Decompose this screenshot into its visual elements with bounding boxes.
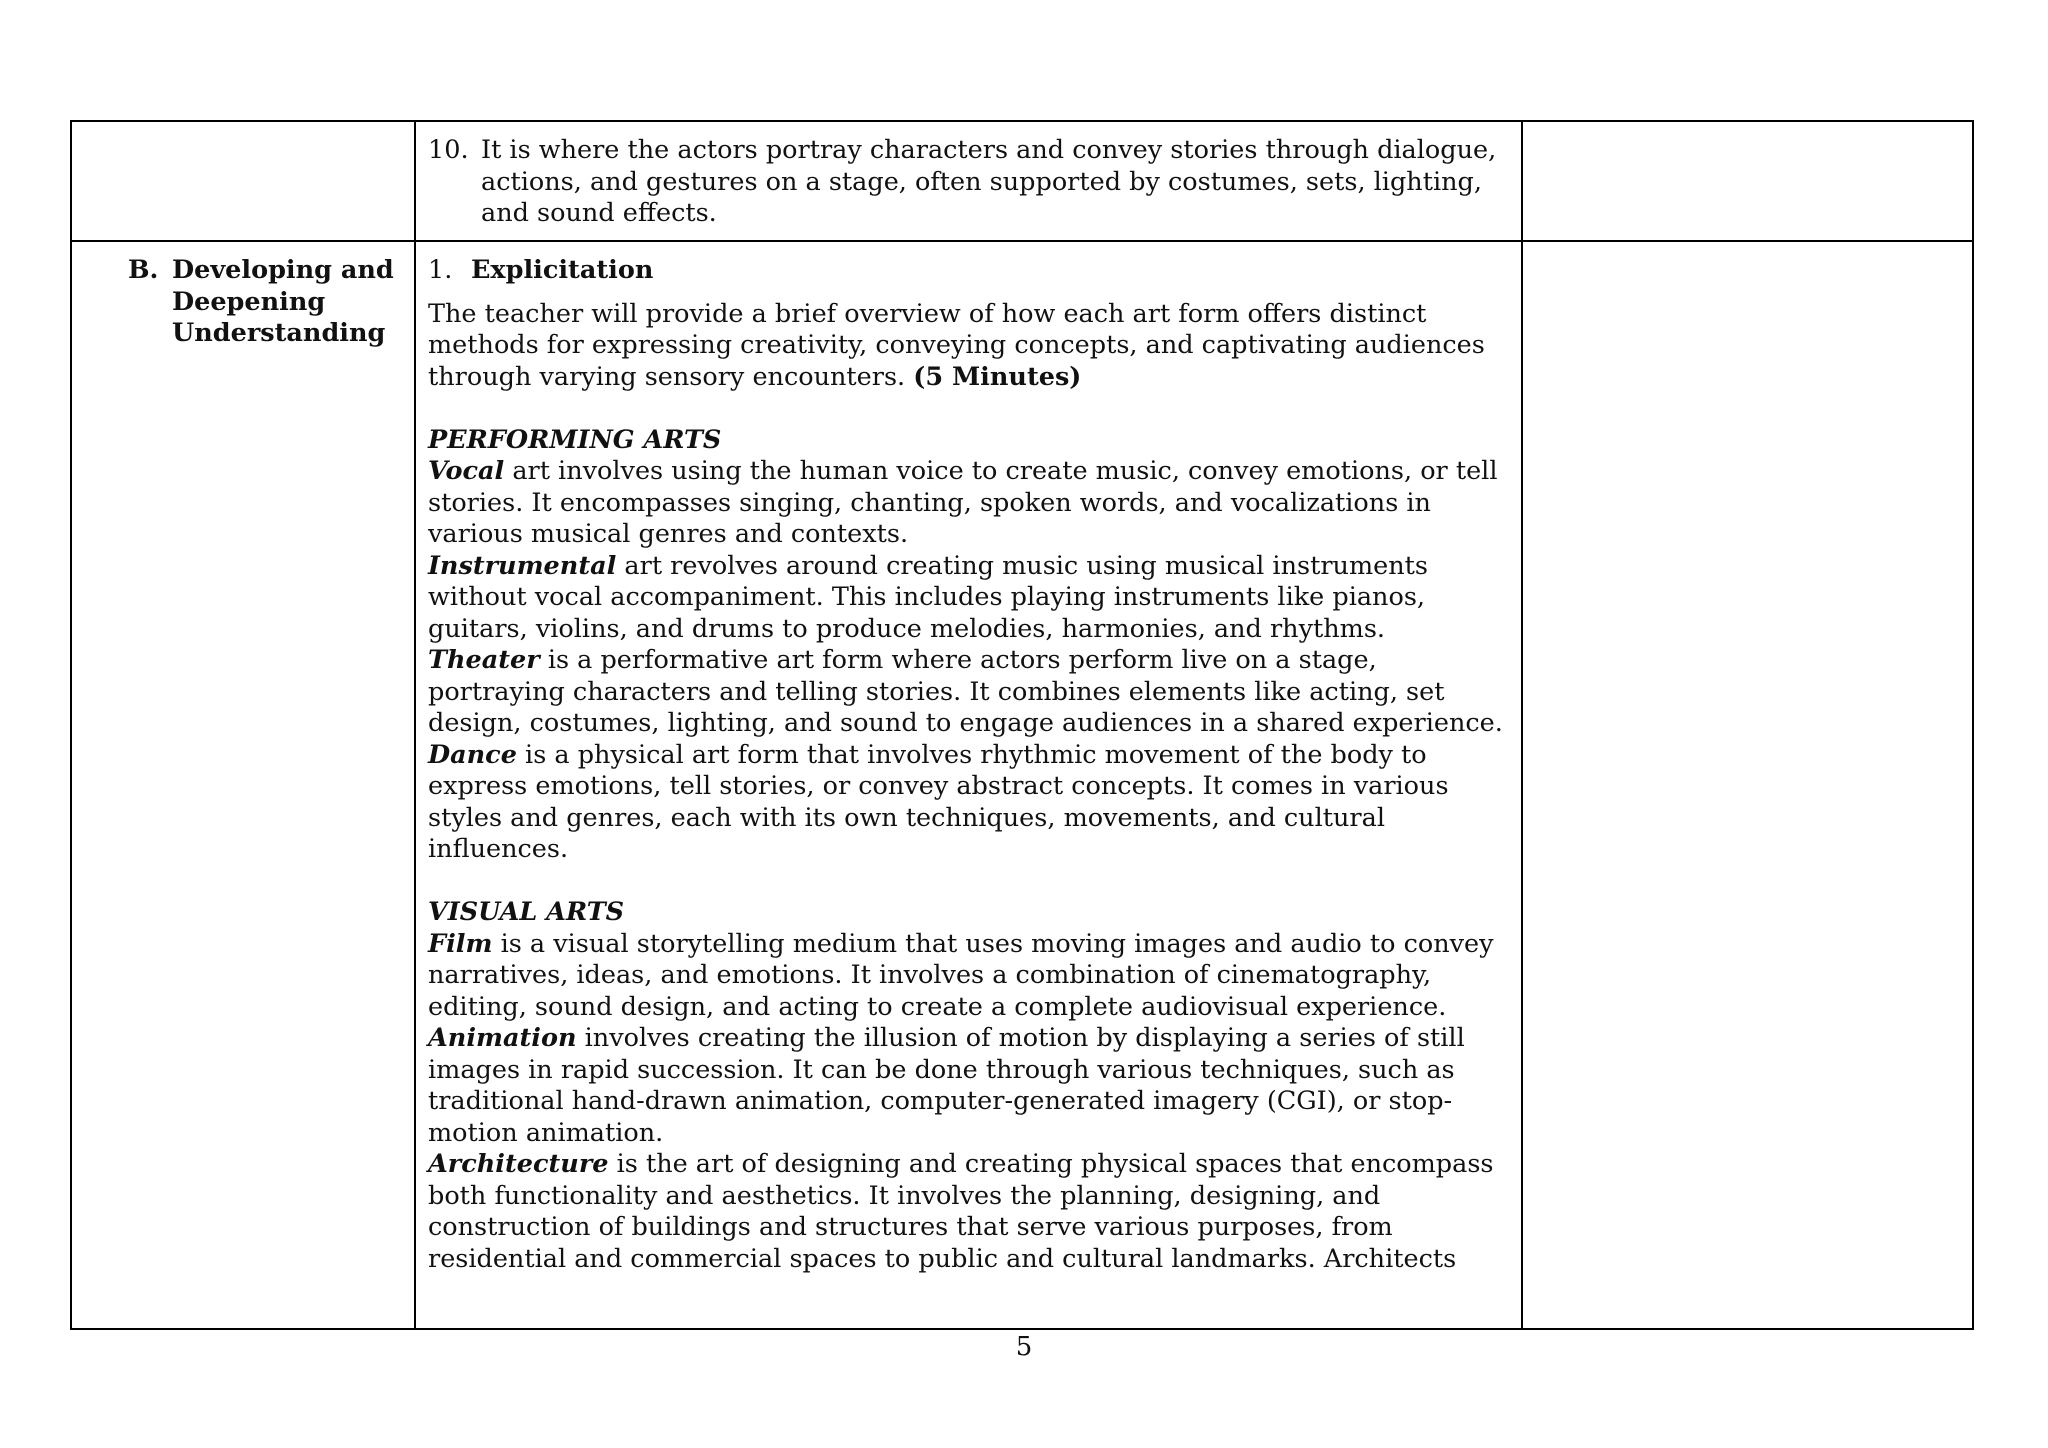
term: Instrumental	[428, 550, 617, 581]
definition-instrumental	[428, 551, 1509, 646]
page-number: 5	[1015, 1332, 1033, 1362]
definition-film	[428, 929, 1509, 1024]
definition-text: art involves using the human voice to create music, convey emotions, or tell stories. It encompasses singing, chanting, spoken words, and vocalizations in various musical genres and contexts.	[428, 456, 1498, 549]
section-letter: B.	[128, 255, 159, 285]
numbered-item	[428, 135, 1509, 230]
definition-text: is a visual storytelling medium that uses moving images and audio to convey narratives, ideas, and emotions. It involves a combination of cinematography, editing, sound design, and acting to create a complete audiovisual experience.	[428, 928, 1494, 1022]
table-cell-section	[71, 241, 415, 1329]
intro-paragraph	[428, 299, 1509, 394]
definition-architecture	[428, 1149, 1509, 1275]
table-cell-remarks	[1522, 121, 1973, 241]
term: Theater	[428, 645, 540, 675]
intro-time: (5 Minutes)	[913, 361, 1082, 392]
definition-text: art revolves around creating music using musical instruments without vocal accompaniment. This includes playing instruments like pianos, guitars, violins, and drums to produce melodies, harmonies, and rhythms.	[428, 550, 1428, 644]
definition-text: is the art of designing and creating physical spaces that encompass both functionality and aesthetics. It involves the planning, designing, and construction of buildings and structures that serve various purposes, from residential and commercial spaces to public and cultural landmarks. Architects	[428, 1149, 1494, 1274]
table-cell-content	[415, 241, 1522, 1329]
definition-animation	[428, 1023, 1509, 1149]
performing-arts-heading: PERFORMING ARTS	[428, 424, 722, 455]
section-title: Developing and Deepening Understanding	[172, 255, 394, 348]
definition-text: is a physical art form that involves rhythmic movement of the body to express emotions, tell stories, or convey abstract concepts. It comes in various styles and genres, each with its own techniques, movements, and cultural influences.	[428, 739, 1449, 864]
definition-dance	[428, 740, 1509, 866]
activity-number: 1.	[428, 255, 453, 285]
visual-arts-heading: VISUAL ARTS	[428, 897, 625, 927]
definition-text: is a performative art form where actors perform live on a stage, portraying characters and telling stories. It combines elements like acting, set design, costumes, lighting, and sound to engage audiences in a shared experience.	[428, 645, 1503, 738]
table-cell-content	[415, 121, 1522, 241]
definition-theater	[428, 645, 1509, 740]
table-row	[71, 121, 1973, 241]
section-label	[72, 242, 414, 350]
term: Film	[428, 928, 493, 959]
activity-title: Explicitation	[471, 255, 654, 285]
intro-text: The teacher will provide a brief overview of how each art form offers distinct methods for expressing creativity, conveying concepts, and captivating audiences through varying sensory encounters.	[428, 298, 1485, 392]
table-row	[71, 241, 1973, 1329]
term: Animation	[428, 1023, 577, 1053]
term: Dance	[428, 739, 517, 770]
term: Vocal	[428, 456, 505, 486]
item-number: 10.	[428, 135, 469, 165]
definition-vocal	[428, 456, 1509, 551]
lesson-table	[70, 120, 1974, 1330]
definition-text: involves creating the illusion of motion by displaying a series of still images in rapid succession. It can be done through various techniques, such as traditional hand-drawn animation, computer-generated imagery (CGI), or stop-motion animation.	[428, 1023, 1465, 1148]
term: Architecture	[428, 1149, 609, 1179]
activity-heading	[428, 255, 1509, 287]
item-text: It is where the actors portray characters and convey stories through dialogue, actions, and gestures on a stage, often supported by costumes, sets, lighting, and sound effects.	[481, 135, 1497, 228]
table-cell-empty	[71, 121, 415, 241]
table-cell-remarks	[1522, 241, 1973, 1329]
